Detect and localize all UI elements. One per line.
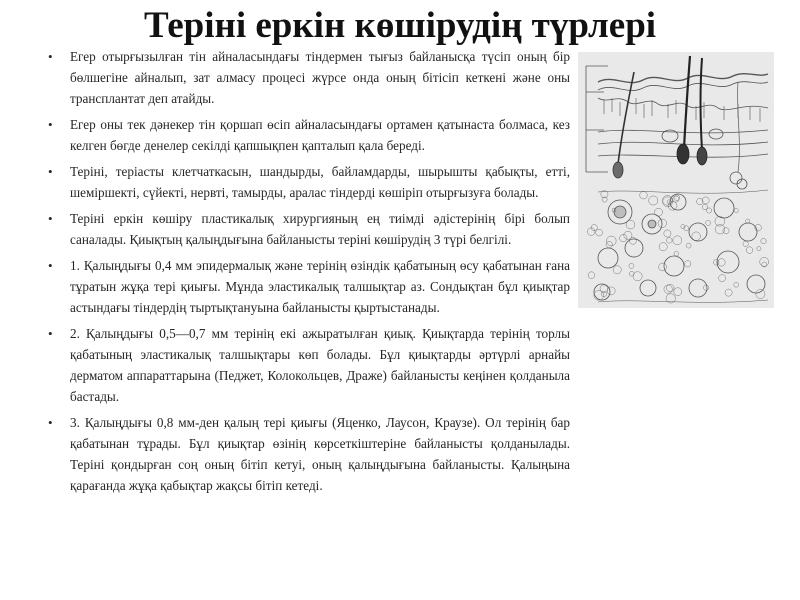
bullet-icon: • — [48, 49, 53, 64]
bullet-icon: • — [48, 117, 53, 132]
list-item-text: 3. Қалыңдығы 0,8 мм-ден қалың тері қиығы (Яценко, Лаусон, Краузе). Ол терінің бар қабатынан тұрады. Бұл қиықтар өзінің көрсеткіштеріне байланысты қолданылады. Теріні қондырған соң оның бітіп кетуі, оның қалыңдығына байланысты. Қалыңына қарағанда жұқа қабықтар жақсы бітіп кетеді. — [70, 415, 570, 493]
list-item-text: Теріні, теріасты клетчаткасын, шандырды, байламдарды, шырышты қабықты, етті, шеміршекті, сүйекті, нервті, тамырды, аралас тіндерді көшіріп отырғызуға болады. — [70, 164, 570, 200]
slide-title: Теріні еркін көшірудің түрлері — [143, 5, 657, 46]
bullet-icon: • — [48, 164, 53, 179]
list-item — [44, 412, 570, 496]
list-item-text: Егер отырғызылған тін айналасындағы тіндермен тығыз байланысқа түсіп оның бір бөлшегіне айналып, зат алмасу процесі жүрсе онда оның бітісіп кеткені және оны трансплантат деп атайды. — [70, 49, 570, 106]
skin-cross-section-icon — [578, 52, 774, 308]
list-item — [44, 114, 570, 156]
list-item — [44, 323, 570, 407]
bullet-icon: • — [48, 211, 53, 226]
list-item — [44, 255, 570, 318]
bullet-icon: • — [48, 258, 53, 273]
bullet-icon: • — [48, 326, 53, 341]
list-item-text: Егер оны тек дәнекер тін қоршап өсіп айналасындағы ортамен қатынаста болмаса, кез келген бөгде денелер секілді қапшықпен қапталып қала береді. — [70, 117, 570, 153]
list-item — [44, 161, 570, 203]
bullet-list — [44, 46, 570, 501]
list-item — [44, 208, 570, 250]
list-item-text: Теріні еркін көшіру пластикалық хирургияның ең тиімді әдістерінің бірі болып саналады. Қиықтың қалыңдығына байланысты теріні көшірудің 3 түрі белгілі. — [70, 211, 570, 247]
list-item-text: 1. Қалыңдығы 0,4 мм эпидермалық және терінің өзіндік қабатының өсу қабатынан ғана тұратын жұқа тері қиығы. Мұнда эластикалық талшықтар аз. Сондықтан бұл қиықтар астындағы тіндердің тыртықтануына байланысты қыртыстанады. — [70, 258, 570, 315]
list-item-text: 2. Қалыңдығы 0,5—0,7 мм терінің екі ажыратылған қиық. Қиықтарда терінің торлы қабатының эластикалық талшықтары көп болады. Бұл қиықтарды әртүрлі арнайы дерматом аппараттарына (Педжет, Колокольцев, Драже) байланысты кеңінен қолданыла бастады. — [70, 326, 570, 404]
bullet-icon: • — [48, 415, 53, 430]
list-item — [44, 46, 570, 109]
